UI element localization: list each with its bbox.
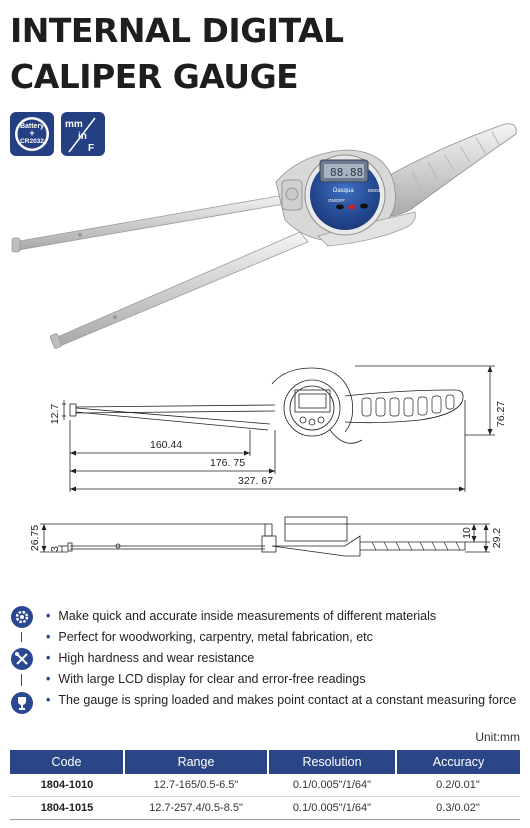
dim-160: 160.44 — [150, 439, 183, 451]
dim-arm-thickness: 3 — [49, 546, 61, 552]
unit-mm: mm — [65, 119, 83, 130]
table-header-row — [10, 750, 520, 774]
cell-range: 12.7-257.4/0.5-8.5" — [124, 797, 268, 820]
svg-text:88.88: 88.88 — [330, 166, 364, 179]
feature-divider — [21, 674, 22, 686]
feature-2: • Perfect for woodworking, carpentry, metal fabrication, etc — [46, 630, 373, 644]
product-mode-label: MODE — [368, 188, 382, 193]
table-row — [10, 774, 520, 797]
cell-accuracy: 0.3/0.02" — [396, 797, 520, 820]
feature-list — [0, 600, 530, 720]
product-power-label: ON/OFF — [328, 198, 345, 203]
unit-f: F — [88, 143, 95, 154]
feature-3: • High hardness and wear resistance — [46, 651, 254, 665]
feature-1: • Make quick and accurate inside measurements of different materials — [46, 609, 436, 623]
battery-label: Battery — [19, 123, 45, 130]
feature-5: • The gauge is spring loaded and makes point contact at a constant measuring force — [46, 693, 516, 707]
dim-327: 327. 67 — [238, 475, 274, 487]
cell-code: 1804-1010 — [10, 774, 124, 797]
dim-side-total: 29.2 — [491, 527, 503, 549]
cell-accuracy: 0.2/0.01" — [396, 774, 520, 797]
cell-range: 12.7-165/0.5-6.5" — [124, 774, 268, 797]
page-title — [10, 8, 344, 100]
product-brand: Dasqua — [333, 188, 354, 194]
battery-model: CR2032 — [20, 138, 44, 145]
dim-handle-thickness: 10 — [461, 527, 473, 539]
col-range: Range — [124, 750, 268, 774]
tools-icon — [11, 648, 33, 670]
cell-resolution: 0.1/0.005"/1/64" — [268, 774, 396, 797]
table-row — [10, 797, 520, 820]
technical-drawing — [0, 360, 530, 590]
gear-icon — [11, 606, 33, 628]
title-line-1: INTERNAL DIGITAL — [10, 11, 344, 50]
feature-4: • With large LCD display for clear and error-free readings — [46, 672, 365, 686]
trophy-icon — [11, 692, 33, 714]
unit-in: in — [78, 131, 87, 142]
battery-plus: + — [29, 128, 35, 138]
feature-divider — [21, 632, 22, 642]
cell-resolution: 0.1/0.005"/1/64" — [268, 797, 396, 820]
product-photo — [0, 110, 530, 360]
col-resolution: Resolution — [268, 750, 396, 774]
col-code: Code — [10, 750, 124, 774]
cell-code: 1804-1015 — [10, 797, 124, 820]
title-line-2: CALIPER GAUGE — [10, 57, 299, 96]
dim-tip-height: 12.7 — [49, 403, 61, 425]
col-accuracy: Accuracy — [396, 750, 520, 774]
unit-label: Unit:mm — [475, 730, 520, 744]
dim-176: 176. 75 — [210, 457, 246, 469]
dim-height: 76.27 — [495, 400, 507, 428]
spec-table — [10, 750, 520, 820]
dim-side-height: 26.75 — [29, 524, 41, 552]
